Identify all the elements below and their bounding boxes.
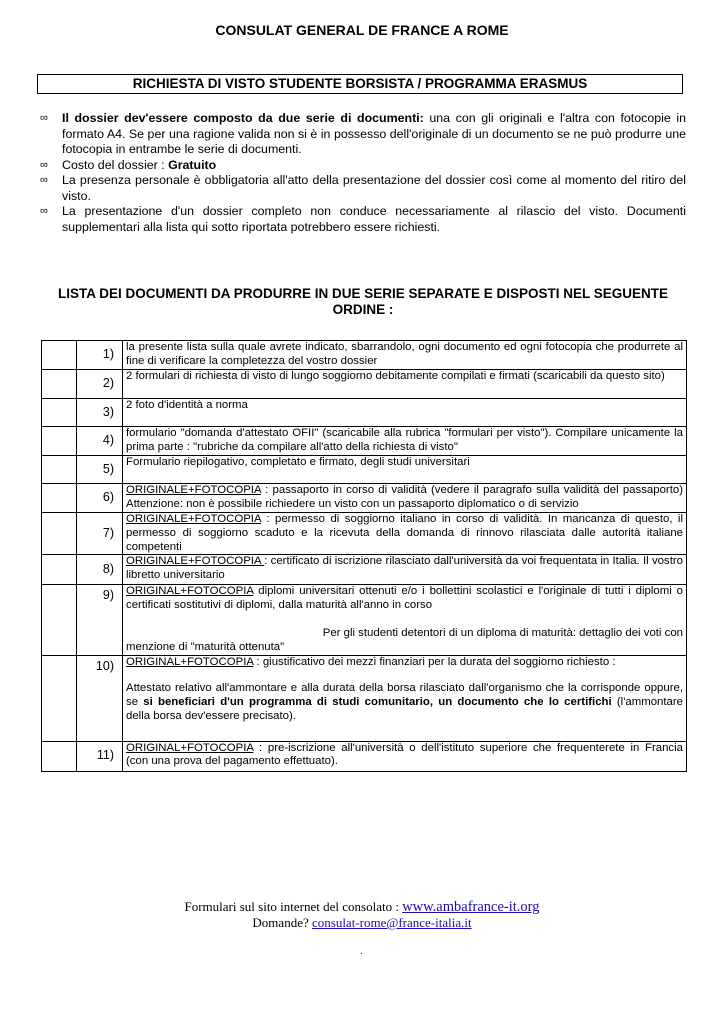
- table-row: [42, 741, 687, 771]
- item-number: 1): [77, 341, 123, 370]
- infinity-bullet-icon: ∞: [40, 205, 48, 217]
- documents-table: [41, 340, 687, 772]
- item-number: 2): [77, 370, 123, 399]
- item-text: 2 formulari di richiesta di visto di lungo soggiorno debitamente compilati e firmati (scaricabili da questo sito): [123, 370, 687, 399]
- table-row: [42, 484, 687, 513]
- item-number: 10): [77, 655, 123, 741]
- item-text: formulario "domanda d'attestato OFII" (scaricabile alla rubrica "formulari per visto"). Compilare unicamente la prima parte : "rubriche da compilare all'atto della richiesta di visto": [123, 427, 687, 456]
- checkbox-cell[interactable]: [42, 370, 77, 399]
- email-link[interactable]: consulat-rome@france-italia.it: [311, 915, 472, 930]
- maturity-note-cont: menzione di "maturità ottenuta": [126, 640, 285, 653]
- item-text: 2 foto d'identità a norma: [123, 399, 687, 427]
- item-text: [123, 741, 687, 771]
- instruction-text: La presenza personale è obbligatoria all'atto della presentazione del dossier così come al momento del ritiro del visto.: [62, 173, 686, 203]
- instruction-text: una con gli originali e l'altra con fotocopie in formato A4. Se per una ragione valida non si è in possesso dell'originale di un documento se ne può produrre une fotocopia in entrambe le serie di documenti.: [62, 111, 686, 156]
- footer: [0, 899, 724, 931]
- table-row: [42, 370, 687, 399]
- instruction-bold: Il dossier dev'essere composto da due serie di documenti:: [62, 111, 424, 125]
- table-row: [42, 585, 687, 655]
- original-copy-label: ORIGINALE+FOTOCOPIA: [126, 555, 265, 568]
- checkbox-cell[interactable]: [42, 484, 77, 513]
- checkbox-cell[interactable]: [42, 341, 77, 370]
- checkbox-cell[interactable]: [42, 399, 77, 427]
- checkbox-cell[interactable]: [42, 741, 77, 771]
- table-row: [42, 555, 687, 585]
- instruction-text: La presentazione d'un dossier completo non conduce necessariamente al rilascio del visto. Documenti supplementari alla lista qui sotto riportata potrebbero essere richiesti.: [62, 204, 686, 234]
- checkbox-cell[interactable]: [42, 513, 77, 555]
- scholarship-note-bold: si beneficiari d'un programma di studi comunitario, un documento che lo certifichi: [143, 696, 612, 709]
- consulate-title: CONSULAT GENERAL DE FRANCE A ROME: [215, 22, 509, 38]
- instructions-list: [40, 111, 686, 235]
- footer-email-label: Domande?: [252, 915, 312, 930]
- item-number: 4): [77, 427, 123, 456]
- item-text: [123, 585, 687, 655]
- table-row: [42, 513, 687, 555]
- item-description: diplomi universitari ottenuti e/o i bollettini scolastici e l'originale di tutti i diplomi o certificati sostitutivi di diplomi, dalla maturità all'anno in corso: [126, 585, 683, 612]
- item-description: : passaporto in corso di validità (vedere il paragrafo sulla validità del passaporto) Attenzione: non è possibile richiedere un visto con un passaporto diplomatico o di servizio: [126, 484, 683, 510]
- item-description: : giustificativo dei mezzi finanziari per la durata del soggiorno richiesto :: [253, 655, 616, 668]
- item-text: [123, 513, 687, 555]
- item-description: : pre-iscrizione all'università o dell'istituto superiore che frequenterete in Francia (con una prova del pagamento effettuato).: [126, 741, 683, 768]
- item-text: [123, 484, 687, 513]
- table-row: [42, 427, 687, 456]
- table-row: [42, 341, 687, 370]
- documents-list-title: LISTA DEI DOCUMENTI DA PRODURRE IN DUE SERIE SEPARATE E DISPOSTI NEL SEGUENTE ORDINE :: [57, 286, 669, 317]
- checkbox-cell[interactable]: [42, 555, 77, 585]
- item-number: 8): [77, 555, 123, 585]
- original-copy-label: ORIGINAL+FOTOCOPIA: [126, 655, 254, 668]
- item-text: [123, 655, 687, 741]
- footer-website-line: [0, 899, 724, 915]
- infinity-bullet-icon: ∞: [40, 112, 48, 124]
- item-text: la presente lista sulla quale avrete indicato, sbarrandolo, ogni documento ed ogni fotocopia che produrrete al fine di verificare la completezza del vostro dossier: [123, 341, 687, 370]
- table-row: [42, 399, 687, 427]
- table-row: [42, 456, 687, 484]
- item-number: 11): [77, 741, 123, 771]
- footer-email-line: [0, 915, 724, 931]
- item-number: 7): [77, 513, 123, 555]
- instruction-text: Costo del dossier :: [62, 157, 169, 172]
- instruction-item: [40, 111, 686, 158]
- item-number: 9): [77, 585, 123, 655]
- checkbox-cell[interactable]: [42, 585, 77, 655]
- original-copy-label: ORIGINALE+FOTOCOPIA: [126, 513, 261, 525]
- footer-dot: .: [360, 946, 363, 957]
- infinity-bullet-icon: ∞: [40, 158, 48, 171]
- checkbox-cell[interactable]: [42, 655, 77, 741]
- scholarship-note-end: (l'ammontare della borsa dev'essere precisato).: [126, 696, 683, 722]
- table-row: [42, 655, 687, 741]
- instruction-item: [40, 204, 686, 235]
- maturity-note: Per gli studenti detentori di un diploma di maturità: dettaglio dei voti con: [322, 626, 683, 639]
- instruction-item: [40, 173, 686, 204]
- original-copy-label: ORIGINAL+FOTOCOPIA: [126, 741, 254, 754]
- item-text: [123, 555, 687, 585]
- item-number: 6): [77, 484, 123, 513]
- website-link[interactable]: www.ambafrance-it.org: [402, 899, 540, 915]
- infinity-bullet-icon: ∞: [40, 174, 48, 186]
- visa-request-title: RICHIESTA DI VISTO STUDENTE BORSISTA / PROGRAMMA ERASMUS: [37, 74, 683, 94]
- instruction-item: [40, 158, 686, 174]
- item-description: : certificato di iscrizione rilasciato dall'università da voi frequentata in Italia. Il vostro libretto universitario: [126, 555, 683, 582]
- scholarship-note: Attestato relativo all'ammontare e alla durata della borsa rilasciato dall'organismo che la corrisponde oppure, se: [126, 682, 683, 709]
- footer-website-label: Formulari sul sito internet del consolato :: [184, 899, 403, 914]
- original-copy-label: ORIGINALE+FOTOCOPIA: [126, 484, 261, 496]
- checkbox-cell[interactable]: [42, 456, 77, 484]
- item-number: 5): [77, 456, 123, 484]
- item-text: Formulario riepilogativo, completato e firmato, degli studi universitari: [123, 456, 687, 484]
- original-copy-label: ORIGINAL+FOTOCOPIA: [126, 585, 254, 598]
- cost-value: Gratuito: [168, 157, 217, 172]
- item-description: : permesso di soggiorno italiano in corso di validità. In mancanza di questo, il permesso di soggiorno scaduto e la ricevuta della domanda di rinnovo rilasciata dalle autorità italiane competenti: [126, 513, 683, 553]
- item-number: 3): [77, 399, 123, 427]
- checkbox-cell[interactable]: [42, 427, 77, 456]
